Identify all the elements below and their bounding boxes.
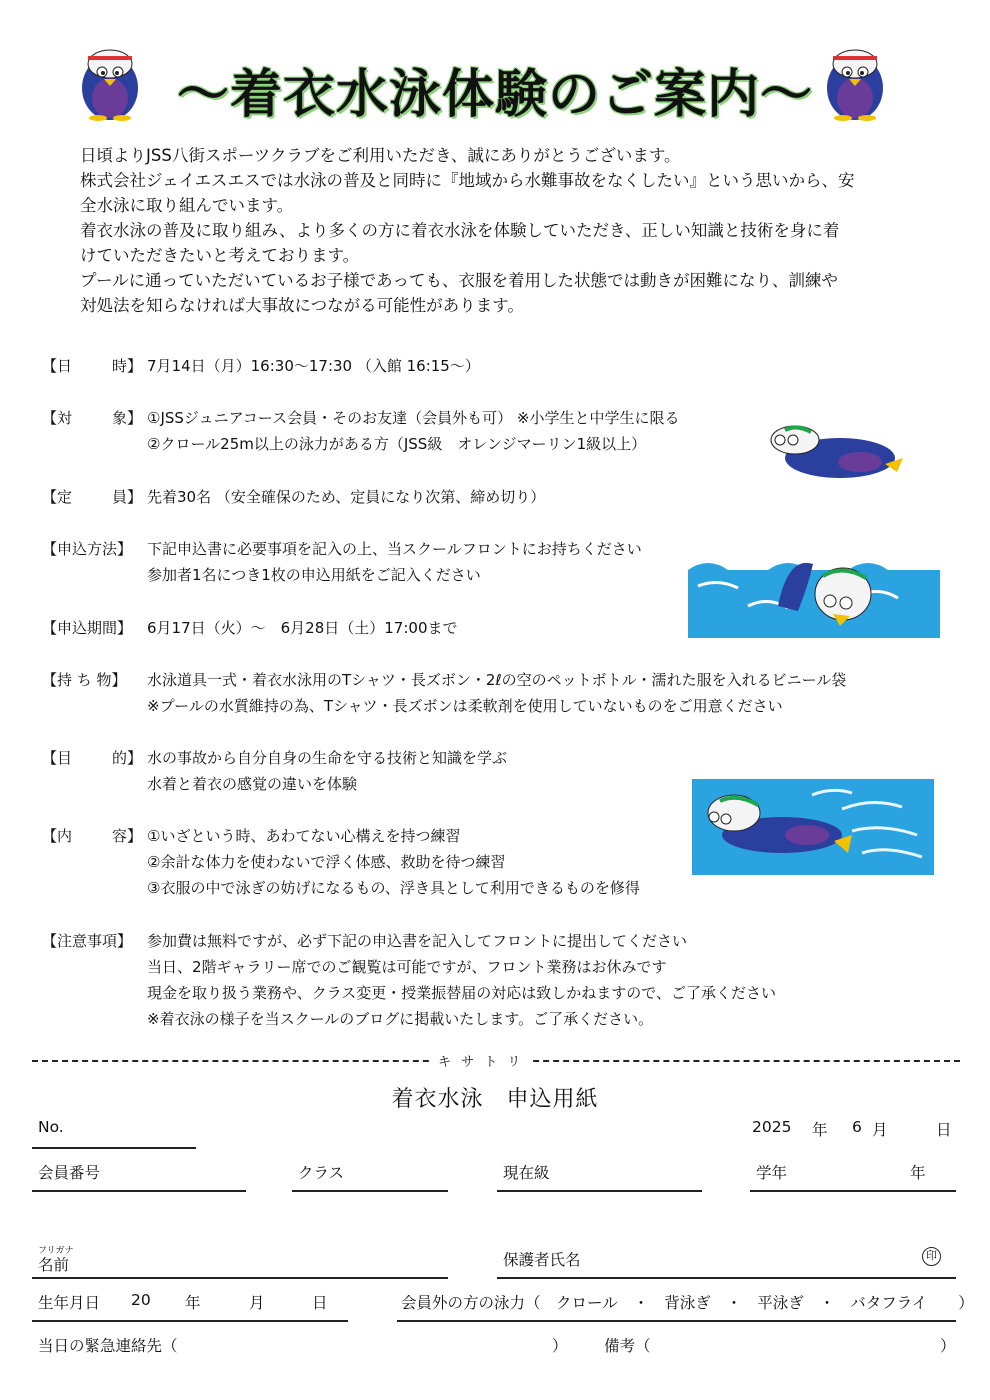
intro-line: プールに通っていただいているお子様であっても、衣服を着用した状態では動きが困難になり、訓練や bbox=[80, 271, 839, 290]
page-title: 〜着衣水泳体験のご案内〜 bbox=[176, 65, 813, 125]
form-day-unit: 日 bbox=[936, 1121, 952, 1139]
form-emergency-close: ） bbox=[552, 1337, 568, 1355]
form-furigana-label: フリガナ bbox=[38, 1246, 74, 1256]
form-no-label: No. bbox=[38, 1118, 64, 1136]
form-member-no-field[interactable] bbox=[32, 1190, 246, 1192]
intro-line: けていただきたいと考えております。 bbox=[80, 246, 360, 265]
form-ability-field[interactable] bbox=[397, 1320, 956, 1322]
form-member-no-label: 会員番号 bbox=[38, 1164, 101, 1182]
form-class-label: クラス bbox=[298, 1164, 345, 1182]
form-ability-label: 会員外の方の泳力（ クロール ・ 背泳ぎ ・ 平泳ぎ ・ バタフライ ） bbox=[401, 1294, 974, 1312]
form-year: 2025 bbox=[752, 1118, 792, 1136]
intro-line: 株式会社ジェイエスエスでは水泳の普及と同時に『地域から水難事故をなくしたい』という思いから、安 bbox=[80, 171, 855, 190]
form-class-field[interactable] bbox=[292, 1190, 448, 1192]
form-birth-era: 20 bbox=[131, 1291, 151, 1309]
form-grade-field[interactable] bbox=[750, 1190, 956, 1192]
form-month: 6 bbox=[852, 1118, 862, 1136]
form-year-unit: 年 bbox=[812, 1121, 828, 1139]
intro-line: 着衣水泳の普及に取り組み、より多くの方に着衣水泳を体験していただき、正しい知識と技術を身に着 bbox=[80, 221, 840, 240]
swimming-penguin-illustration bbox=[688, 556, 940, 638]
intro-line: 全水泳に取り組んでいます。 bbox=[80, 196, 294, 215]
form-grade-label: 学年 bbox=[756, 1164, 788, 1182]
backstroke-penguin-illustration bbox=[692, 779, 934, 875]
form-emergency-label: 当日の緊急連絡先（ bbox=[38, 1337, 178, 1355]
form-birth-field[interactable] bbox=[32, 1320, 348, 1322]
intro-line: 対処法を知らなければ大事故につながる可能性があります。 bbox=[80, 296, 524, 315]
form-level-field[interactable] bbox=[497, 1190, 702, 1192]
intro-text bbox=[80, 143, 910, 318]
form-no-line[interactable] bbox=[32, 1147, 196, 1149]
cut-label: キ サ ト リ bbox=[430, 1051, 531, 1070]
form-notes-close: ） bbox=[940, 1337, 956, 1355]
form-name-field[interactable] bbox=[32, 1277, 448, 1279]
form-name-label: 名前 bbox=[38, 1256, 70, 1274]
seal-icon: 印 bbox=[922, 1247, 941, 1266]
form-notes-label: 備考（ bbox=[604, 1337, 651, 1355]
form-month-unit: 月 bbox=[872, 1121, 888, 1139]
form-title: 着衣水泳 申込用紙 bbox=[391, 1087, 599, 1112]
form-birth-year-unit: 年 bbox=[185, 1294, 201, 1312]
form-guardian-field[interactable] bbox=[497, 1277, 956, 1279]
form-birth-day-unit: 日 bbox=[312, 1294, 328, 1312]
form-level-label: 現在級 bbox=[503, 1164, 550, 1182]
intro-line: 日頃よりJSS八街スポーツクラブをご利用いただき、誠にありがとうございます。 bbox=[80, 146, 681, 165]
form-guardian-label: 保護者氏名 bbox=[503, 1251, 581, 1269]
form-birth-label: 生年月日 bbox=[38, 1294, 101, 1312]
form-birth-month-unit: 月 bbox=[249, 1294, 265, 1312]
floating-penguin-illustration bbox=[765, 418, 905, 488]
form-grade-unit: 年 bbox=[910, 1164, 926, 1182]
